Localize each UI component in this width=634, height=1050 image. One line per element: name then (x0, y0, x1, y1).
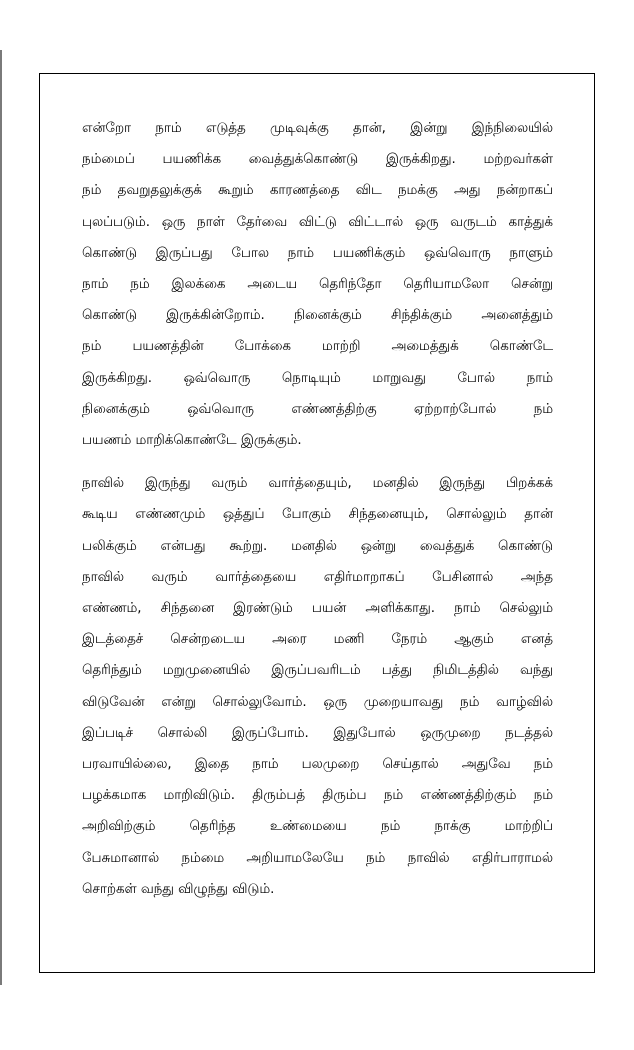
text-line: நம் பயணத்தின் போக்கை மாற்றி அமைத்துக் கொண்டே (82, 339, 553, 355)
paragraph-2 (82, 468, 553, 905)
text-line: நாம் நம் இலக்கை அடைய தெரிந்தோ தெரியாமலோ சென்று (82, 277, 553, 293)
text-line: பேசுமானால் நம்மை அறியாமலேயே நம் நாவில் எதிர்பாராமல் (82, 850, 553, 866)
text-line: நாவில் வரும் வார்த்தையை எதிர்மாறாகப் பேசினால் அந்த (82, 569, 553, 585)
text-line: பரவாயில்லை, இதை நாம் பலமுறை செய்தால் அதுவே நம் (82, 757, 553, 773)
text-line: அறிவிற்கும் தெரிந்த உண்மையை நம் நாக்கு மாற்றிப் (82, 819, 553, 835)
text-line: நம் தவறுதலுக்குக் கூறும் காரணத்தை விட நமக்கு அது நன்றாகப் (82, 183, 553, 199)
text-line: கொண்டு இருக்கின்றோம். நினைக்கும் சிந்திக்கும் அனைத்தும் (82, 308, 553, 324)
text-line: நாவில் இருந்து வரும் வார்த்தையும், மனதில் இருந்து பிறக்கக் (82, 476, 553, 492)
text-line: புலப்படும். ஒரு நாள் தேர்வை விட்டு விட்டால் ஒரு வருடம் காத்துக் (82, 214, 553, 230)
text-line: பலிக்கும் என்பது கூற்று. மனதில் ஒன்று வைத்துக் கொண்டு (82, 538, 553, 554)
margin-rule (0, 50, 2, 985)
text-line: கூடிய எண்ணமும் ஒத்துப் போகும் சிந்தனையும், சொல்லும் தான் (82, 507, 553, 523)
text-line: இப்படிச் சொல்லி இருப்போம். இதுபோல் ஒருமுறை நடத்தல் (82, 725, 553, 741)
text-line: தெரிந்தும் மறுமுனையில் இருப்பவரிடம் பத்து நிமிடத்தில் வந்து (82, 663, 553, 679)
text-line: இடத்தைச் சென்றடைய அரை மணி நேரம் ஆகும் எனத் (82, 632, 553, 648)
text-line: இருக்கிறது. ஒவ்வொரு நொடியும் மாறுவது போல் நாம் (82, 370, 553, 386)
text-line: சொற்கள் வந்து விழுந்து விடும். (82, 881, 275, 897)
body-text (82, 113, 553, 905)
text-line: விடுவேன் என்று சொல்லுவோம். ஒரு முறையாவது நம் வாழ்வில் (82, 694, 553, 710)
text-line: நம்மைப் பயணிக்க வைத்துக்கொண்டு இருக்கிறது. மற்றவர்கள் (82, 152, 553, 168)
text-line: பழக்கமாக மாறிவிடும். திரும்பத் திரும்ப நம் எண்ணத்திற்கும் நம் (82, 788, 553, 804)
text-line: பயணம் மாறிக்கொண்டே இருக்கும். (82, 433, 302, 449)
paragraph-1 (82, 113, 553, 456)
text-line: எண்ணம், சிந்தனை இரண்டும் பயன் அளிக்காது. நாம் செல்லும் (82, 601, 553, 617)
text-line: என்றோ நாம் எடுத்த முடிவுக்கு தான், இன்று இந்நிலையில் (82, 121, 553, 136)
text-line: கொண்டு இருப்பது போல நாம் பயணிக்கும் ஒவ்வொரு நாளும் (82, 245, 553, 261)
text-line: நினைக்கும் ஒவ்வொரு எண்ணத்திற்கு ஏற்றாற்போல் நம் (82, 401, 553, 417)
